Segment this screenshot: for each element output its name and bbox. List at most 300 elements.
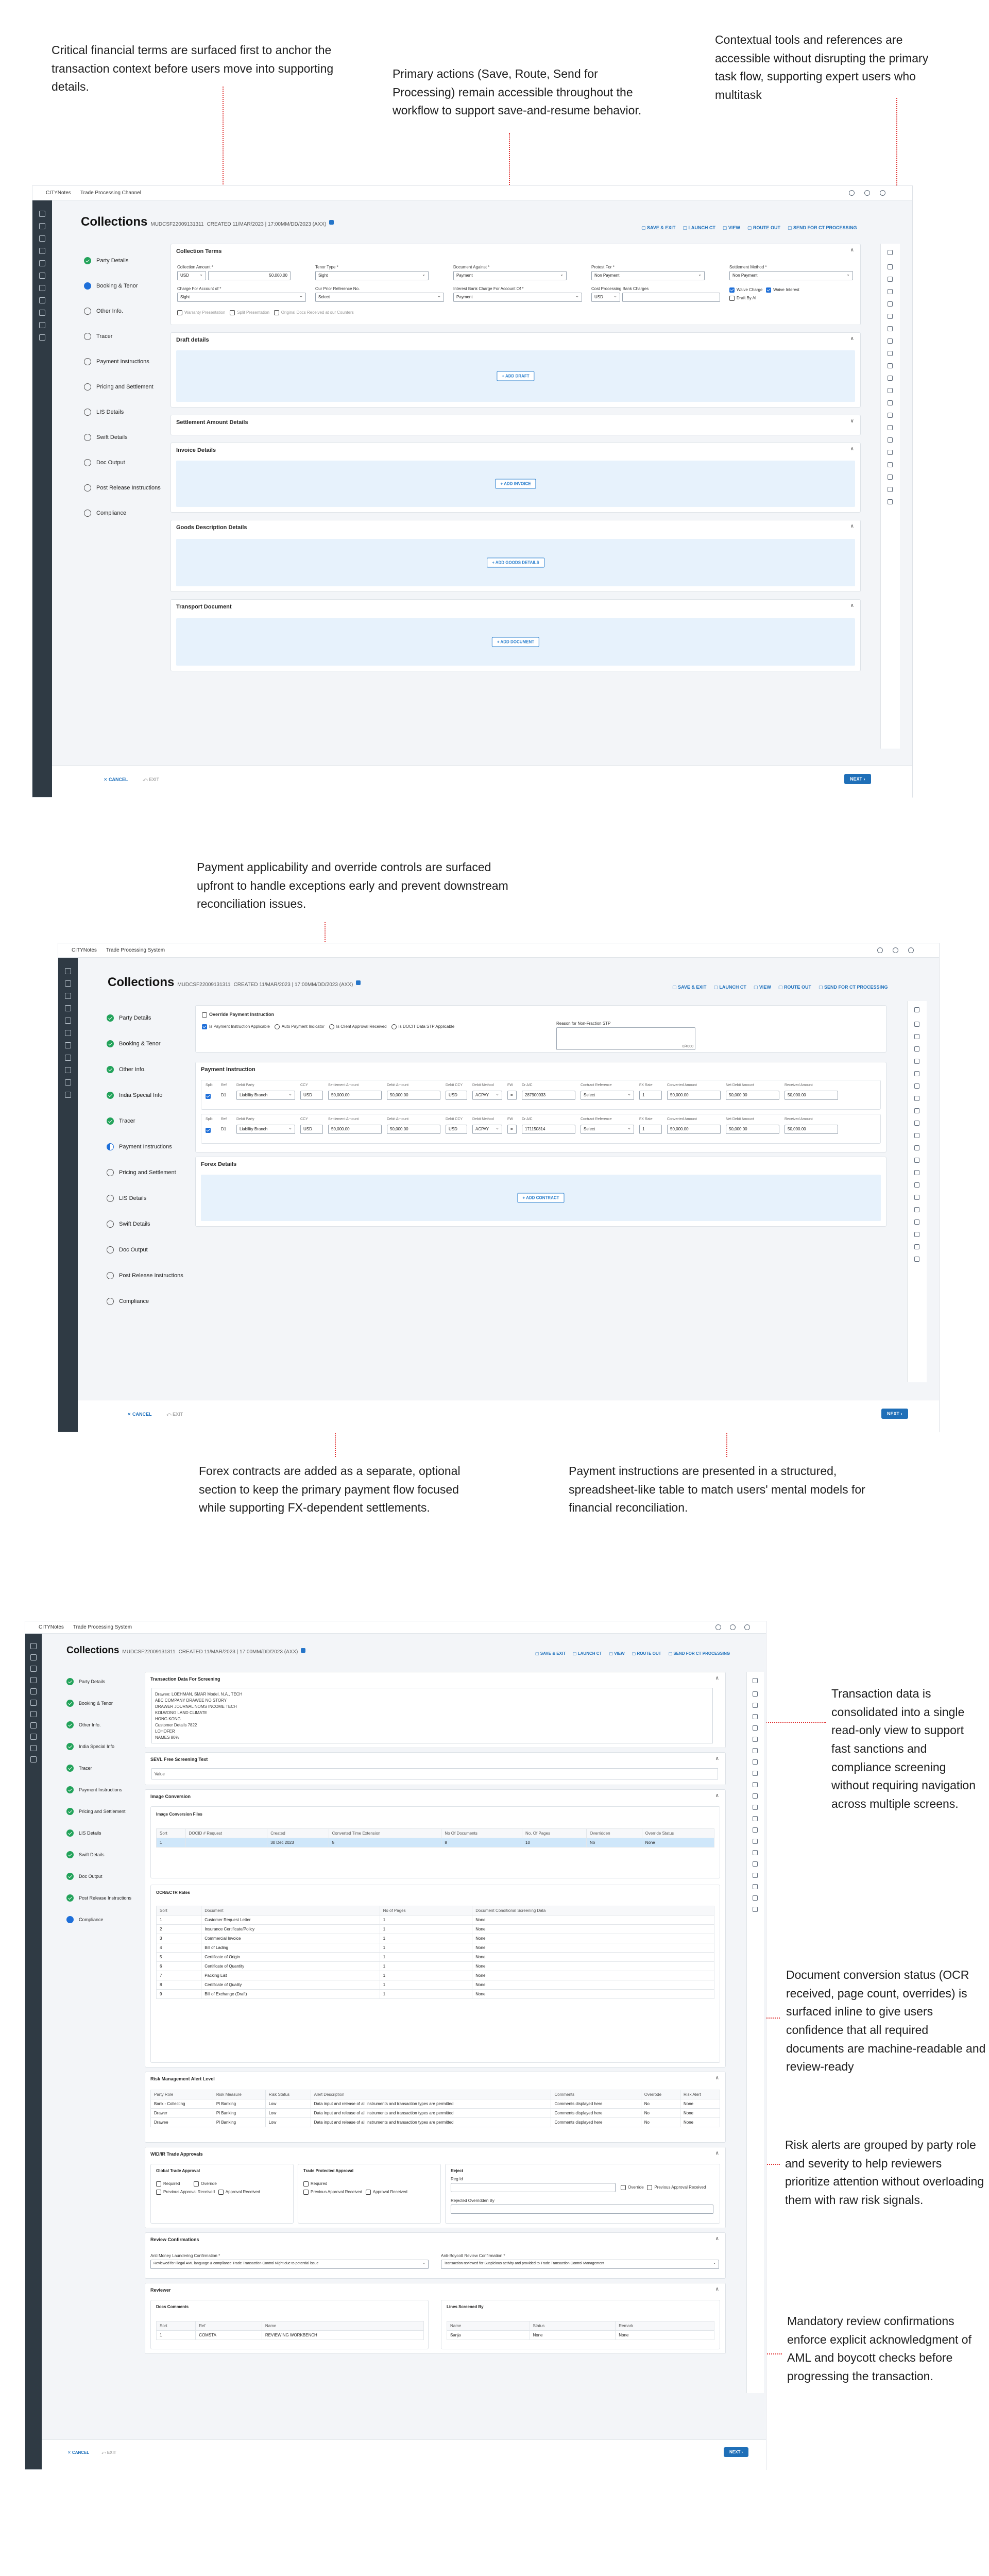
bell-icon[interactable] bbox=[730, 1624, 736, 1630]
user-icon[interactable] bbox=[744, 1624, 750, 1630]
flag-icon[interactable] bbox=[914, 1182, 919, 1188]
cell: None bbox=[680, 2099, 720, 2109]
step-other-info[interactable]: Other Info. bbox=[96, 308, 123, 314]
doc-icon[interactable] bbox=[30, 1666, 37, 1672]
cell: Low bbox=[265, 2109, 311, 2118]
cell: 5 bbox=[157, 1953, 201, 1962]
left-nav-rail bbox=[58, 958, 78, 1432]
save-exit-button[interactable]: ▢ SAVE & EXIT bbox=[641, 225, 675, 231]
cell: Bank - Collecting bbox=[151, 2099, 213, 2109]
search-icon[interactable] bbox=[914, 1022, 919, 1027]
cell-value[interactable]: 171150814 bbox=[522, 1125, 575, 1134]
link-icon[interactable] bbox=[914, 1083, 919, 1089]
column-header: DOCID # Request bbox=[185, 1829, 267, 1838]
calendar-icon[interactable] bbox=[753, 1725, 758, 1731]
folder-icon[interactable] bbox=[65, 1005, 71, 1011]
cell: Drawer bbox=[151, 2109, 213, 2118]
calendar-icon[interactable] bbox=[914, 1059, 919, 1064]
mail-icon[interactable] bbox=[888, 413, 893, 418]
settlement-card: Settlement Amount Details ∨ bbox=[170, 415, 861, 435]
edit-icon[interactable] bbox=[914, 1257, 919, 1262]
add-invoice-button[interactable]: + ADD INVOICE bbox=[495, 479, 536, 489]
annotation-terms: Critical financial terms are surfaced first to anchor the transaction context before users move into supporting details. bbox=[52, 43, 334, 94]
step-payment-instructions[interactable]: Payment Instructions bbox=[96, 359, 149, 365]
column-header: Settlement Amount bbox=[328, 1117, 359, 1121]
cell: Certificate of Quantity bbox=[201, 1962, 380, 1971]
refresh-icon[interactable] bbox=[914, 1133, 919, 1138]
search-icon[interactable] bbox=[753, 1691, 758, 1697]
presentation-options: Warranty Presentation Split Presentation Original Docs Received at our Counters bbox=[177, 310, 538, 315]
tag-icon[interactable] bbox=[753, 1884, 758, 1889]
cell-value[interactable]: 1 bbox=[639, 1125, 662, 1134]
search-icon[interactable] bbox=[715, 1624, 721, 1630]
cell: None bbox=[472, 1953, 714, 1962]
table-row[interactable] bbox=[157, 1838, 714, 1848]
cell bbox=[185, 1838, 267, 1848]
table-row[interactable] bbox=[151, 2099, 720, 2109]
home-icon[interactable] bbox=[65, 968, 71, 974]
cell: Certificate of Quality bbox=[201, 1980, 380, 1990]
refresh-icon[interactable] bbox=[888, 376, 893, 381]
help-icon[interactable] bbox=[39, 322, 45, 328]
cell: 1 bbox=[380, 1943, 472, 1953]
prior-reference-field: Our Prior Reference No. Select ⌄ bbox=[315, 286, 444, 291]
column-header: Split bbox=[206, 1117, 213, 1121]
info-icon[interactable] bbox=[753, 1873, 758, 1878]
cell: Pl Banking bbox=[213, 2109, 265, 2118]
table-row[interactable] bbox=[157, 1990, 714, 1999]
cell: 5 bbox=[329, 1838, 441, 1848]
reason-textarea[interactable] bbox=[556, 1027, 695, 1050]
table-row[interactable] bbox=[157, 1934, 714, 1943]
cell-value[interactable]: USD bbox=[446, 1125, 467, 1134]
check-icon[interactable] bbox=[914, 1244, 919, 1249]
cell: 1 bbox=[380, 1916, 472, 1925]
column-header: No Of Documents bbox=[441, 1829, 522, 1838]
override-checkbox[interactable] bbox=[202, 1012, 207, 1018]
chevron-down-icon[interactable]: ∨ bbox=[850, 418, 854, 424]
column-header: Override Status bbox=[642, 1829, 714, 1838]
bell-icon[interactable] bbox=[864, 190, 870, 196]
calendar-icon[interactable] bbox=[65, 1055, 71, 1061]
column-header: Debit CCY bbox=[446, 1117, 463, 1121]
note-icon[interactable] bbox=[888, 289, 893, 294]
step-booking-tenor[interactable]: Booking & Tenor bbox=[96, 283, 138, 289]
cell-value[interactable]: USD bbox=[446, 1091, 467, 1100]
cell-value[interactable]: ACPAY ⌄ bbox=[472, 1091, 502, 1100]
cell: Comments displayed here bbox=[551, 2099, 641, 2109]
payment-row[interactable] bbox=[201, 1080, 881, 1110]
edit-icon[interactable] bbox=[888, 499, 893, 504]
column-header: No. Of Pages bbox=[522, 1829, 587, 1838]
cell: 1 bbox=[380, 1934, 472, 1943]
cell: 1 bbox=[157, 1916, 201, 1925]
cell-value[interactable]: 50,000.00 bbox=[667, 1091, 721, 1100]
primary-actions: ▢ SAVE & EXIT ▢ LAUNCH CT ▢ VIEW ▢ ROUTE OUT ▢ SEND FOR CT PROCESSING bbox=[672, 985, 888, 990]
user-icon[interactable] bbox=[65, 1067, 71, 1073]
column-header: Debit Method bbox=[472, 1083, 494, 1087]
cell: Customer Request Letter bbox=[201, 1916, 380, 1925]
table-row[interactable] bbox=[151, 2109, 720, 2118]
star-icon[interactable] bbox=[753, 1850, 758, 1855]
calendar-icon[interactable] bbox=[30, 1722, 37, 1728]
column-header: FW bbox=[507, 1117, 513, 1121]
star-icon[interactable] bbox=[888, 437, 893, 443]
star-icon[interactable] bbox=[914, 1195, 919, 1200]
add-draft-button[interactable]: + ADD DRAFT bbox=[497, 371, 534, 381]
cell-value[interactable]: USD bbox=[300, 1125, 323, 1134]
draft-by-ai-checkbox[interactable] bbox=[729, 296, 735, 301]
column-header: Party Role bbox=[151, 2090, 213, 2099]
calculator-icon[interactable] bbox=[914, 1034, 919, 1039]
table-row[interactable] bbox=[157, 1953, 714, 1962]
column-header: Alert Description bbox=[311, 2090, 551, 2099]
page-title: Collections MUDCSF22009131311 CREATED 11/MAR/2023 | 17:00MM/DD/2023 (AXX) bbox=[108, 975, 361, 990]
calendar-icon[interactable] bbox=[39, 297, 45, 303]
column-header: Settlement Amount bbox=[328, 1083, 359, 1087]
cell-value[interactable]: = bbox=[507, 1091, 517, 1100]
gear-icon[interactable] bbox=[39, 334, 45, 341]
cell-value[interactable]: 50,000.00 bbox=[785, 1125, 838, 1134]
cell: 7 bbox=[157, 1971, 201, 1980]
cell: 1 bbox=[157, 1838, 186, 1848]
step-doc-output[interactable]: Doc Output bbox=[96, 460, 125, 466]
chevron-up-icon[interactable]: ∧ bbox=[715, 1675, 719, 1681]
list-icon[interactable] bbox=[65, 980, 71, 987]
collapse-icon[interactable] bbox=[888, 250, 893, 255]
column-header: Risk Measure bbox=[213, 2090, 265, 2099]
route-out-button[interactable]: ▢ ROUTE OUT bbox=[747, 225, 780, 231]
cell-value[interactable]: 50,000.00 bbox=[387, 1125, 440, 1134]
chevron-up-icon[interactable]: ∧ bbox=[850, 247, 854, 253]
chevron-up-icon[interactable]: ∧ bbox=[715, 2236, 719, 2242]
home-icon[interactable] bbox=[30, 1643, 37, 1649]
info-icon[interactable] bbox=[914, 1219, 919, 1225]
add-document-button[interactable]: + ADD DOCUMENT bbox=[492, 637, 539, 647]
bottom-bar: ✕ CANCEL ⤺ EXIT NEXT › bbox=[42, 2439, 766, 2470]
chevron-up-icon[interactable]: ∧ bbox=[850, 523, 854, 529]
grid-icon[interactable] bbox=[39, 285, 45, 291]
cell: 30 Dec 2023 bbox=[267, 1838, 329, 1848]
annotation-override: Payment applicability and override controls are surfaced upfront to handle exceptions early and prevent downstream reconciliation issues. bbox=[197, 860, 508, 911]
protest-for-field: Protest For * Non Payment ⌄ bbox=[591, 265, 705, 269]
screen-compliance bbox=[25, 1621, 766, 2470]
home-icon[interactable] bbox=[39, 211, 45, 217]
check-icon[interactable] bbox=[753, 1895, 758, 1901]
help-icon[interactable] bbox=[30, 1745, 37, 1751]
cell: 1 bbox=[380, 1980, 472, 1990]
search-icon[interactable] bbox=[888, 264, 893, 269]
step-lis-details[interactable]: LIS Details bbox=[96, 409, 124, 415]
context-tool-rail bbox=[907, 1001, 927, 1382]
waive-charge-checkbox[interactable] bbox=[729, 287, 735, 293]
lock-icon[interactable] bbox=[914, 1207, 919, 1212]
ocr-table bbox=[156, 1906, 714, 1999]
step-compliance[interactable]: Compliance bbox=[96, 510, 127, 516]
user-icon[interactable] bbox=[39, 310, 45, 316]
ccy-select[interactable]: USD ⌄ bbox=[177, 271, 206, 280]
column-header: Comments bbox=[551, 2090, 641, 2099]
cell: None bbox=[472, 1980, 714, 1990]
history-icon[interactable] bbox=[914, 1096, 919, 1101]
edit-icon[interactable] bbox=[753, 1907, 758, 1912]
column-header: Split bbox=[206, 1083, 213, 1087]
lines-screened-table: Name Status Remark Sanja None None bbox=[447, 2321, 714, 2340]
attach-icon[interactable] bbox=[753, 1816, 758, 1821]
step-swift-details[interactable]: Swift Details bbox=[96, 434, 128, 440]
table-row[interactable] bbox=[157, 1943, 714, 1953]
annotation-actions: Primary actions (Save, Route, Send for Processing) remain accessible throughout the workflow to support save-and-resume behavior. bbox=[393, 67, 642, 117]
attach-icon[interactable] bbox=[914, 1158, 919, 1163]
cell-value[interactable]: 1 bbox=[639, 1091, 662, 1100]
add-goods-button[interactable]: + ADD GOODS DETAILS bbox=[487, 558, 544, 568]
launch-ct-button[interactable]: ▢ LAUNCH CT bbox=[683, 225, 715, 231]
override-card: Override Payment Instruction Is Payment Instruction Applicable Auto Payment Indicator Is Client Approval Received Is DOCIT Data STP Applicable Reason for Non-Fraction STP 0/4000 bbox=[195, 1005, 886, 1053]
tag-icon[interactable] bbox=[914, 1232, 919, 1237]
cell: None bbox=[642, 1838, 714, 1848]
step-party-details[interactable]: Party Details bbox=[96, 258, 129, 264]
exit-button[interactable]: ⤺ EXIT bbox=[143, 777, 160, 782]
chevron-up-icon[interactable]: ∧ bbox=[850, 446, 854, 452]
step-post-release[interactable]: Post Release Instructions bbox=[96, 485, 161, 491]
chart-icon[interactable] bbox=[888, 363, 893, 368]
chart-icon[interactable] bbox=[753, 1782, 758, 1787]
table-row[interactable] bbox=[157, 1971, 714, 1980]
cell-value[interactable]: USD bbox=[300, 1091, 323, 1100]
pi-applicable-checkbox[interactable] bbox=[202, 1024, 207, 1029]
search-icon[interactable] bbox=[849, 190, 855, 196]
cell: 1 bbox=[380, 1990, 472, 1999]
payment-row[interactable] bbox=[201, 1114, 881, 1144]
transaction-data-card: Transaction Data For Screening ∧ Drawee: LOEHMAN, SMAR Model, N.A., TECH ABC COMPANY DRAWEE NO STORY DRAWER JOURNAL NOMS INCOME TECH KOLWONG LAND CLIMATE HONG KONG Customer Details 7822 LOHOFER NAMES 80% bbox=[145, 1672, 726, 1748]
table-row[interactable] bbox=[157, 1962, 714, 1971]
link-icon[interactable] bbox=[753, 1748, 758, 1753]
page-title: Collections MUDCSF22009131311 CREATED 11/MAR/2023 | 17:00MM/DD/2023 (AXX) bbox=[66, 1645, 305, 1656]
swift-screening-card: SEVL Free Screening Text ∧ Value bbox=[145, 1752, 726, 1785]
check-icon[interactable] bbox=[888, 487, 893, 492]
user-icon[interactable] bbox=[914, 1145, 919, 1150]
left-nav-rail bbox=[32, 200, 52, 797]
annotation-doc: Document conversion status (OCR received, page count, overrides) is surfaced inline to give users confidence that all required documents are machine-readable and review-ready bbox=[786, 1968, 986, 2074]
cell: 8 bbox=[441, 1838, 522, 1848]
primary-actions: ▢ SAVE & EXIT ▢ LAUNCH CT ▢ VIEW ▢ ROUTE OUT ▢ SEND FOR CT PROCESSING bbox=[535, 1651, 730, 1656]
boycott-confirmation-field: Anti-Boycott Review Confirmation * Transaction reviewed for Suspicious activity and provided to Trade Transaction Control Management ⌄ bbox=[441, 2253, 719, 2258]
cell-value[interactable]: 50,000.00 bbox=[387, 1091, 440, 1100]
cell: Bill of Exchange (Draft) bbox=[201, 1990, 380, 1999]
column-header: Overrode bbox=[641, 2090, 680, 2099]
mail-icon[interactable] bbox=[65, 1030, 71, 1036]
folder-icon[interactable] bbox=[888, 314, 893, 319]
column-header: Debit Party bbox=[236, 1083, 254, 1087]
gear-icon[interactable] bbox=[65, 1092, 71, 1098]
cell-value[interactable]: Liability Branch ⌄ bbox=[236, 1091, 295, 1100]
flag-icon[interactable] bbox=[888, 425, 893, 430]
chevron-up-icon[interactable]: ∧ bbox=[715, 1756, 719, 1761]
cell-value[interactable]: 50,000.00 bbox=[328, 1091, 382, 1100]
cell: Data input and release of all instruments and transaction types are permitted bbox=[311, 2099, 551, 2109]
cell: Low bbox=[265, 2118, 311, 2127]
calculator-icon[interactable] bbox=[888, 277, 893, 282]
chevron-up-icon[interactable]: ∧ bbox=[850, 336, 854, 342]
ref-value: D1 bbox=[221, 1127, 227, 1131]
collection-terms-card bbox=[170, 244, 861, 325]
user-icon[interactable] bbox=[753, 1805, 758, 1810]
column-header: Net Debit Amount bbox=[726, 1117, 754, 1121]
note-icon[interactable] bbox=[753, 1714, 758, 1719]
cell: No bbox=[641, 2109, 680, 2118]
chevron-up-icon[interactable]: ∧ bbox=[715, 2286, 719, 2292]
cell: Packing List bbox=[201, 1971, 380, 1980]
waive-interest-checkbox[interactable] bbox=[766, 287, 771, 293]
history-icon[interactable] bbox=[888, 338, 893, 344]
review-confirmations-card: Review Confirmations ∧ Anti Money Laundering Confirmation * Reviewed for Illegal AML language & compliance Trade Transaction Control Night due to potential issue ⌄ Anti-Boycott Review Confirmation * Transaction reviewed for Suspicious activity and provided to Trade Transaction Control Management ⌄ bbox=[145, 2232, 726, 2279]
folder-icon[interactable] bbox=[30, 1677, 37, 1683]
cell-value[interactable]: 50,000.00 bbox=[785, 1091, 838, 1100]
chevron-up-icon[interactable]: ∧ bbox=[715, 2075, 719, 2081]
image-files-table bbox=[156, 1828, 714, 1848]
tag-icon[interactable] bbox=[888, 474, 893, 480]
gear-icon[interactable] bbox=[30, 1756, 37, 1762]
annotation-tools: Contextual tools and references are accessible without disrupting the primary task flow, supporting expert users who multitask bbox=[715, 33, 929, 101]
cell: Comments displayed here bbox=[551, 2109, 641, 2118]
printer-icon[interactable] bbox=[914, 1108, 919, 1113]
list-icon[interactable] bbox=[39, 223, 45, 229]
cell-value[interactable]: = bbox=[507, 1125, 517, 1134]
user-icon[interactable] bbox=[30, 1734, 37, 1740]
lock-icon[interactable] bbox=[753, 1861, 758, 1867]
user-icon[interactable] bbox=[908, 947, 914, 953]
column-header: Converted Amount bbox=[667, 1083, 697, 1087]
next-button[interactable]: NEXT › bbox=[844, 774, 871, 784]
annotation-review: Mandatory review confirmations enforce explicit acknowledgment of AML and boycott checks before progressing the transaction. bbox=[787, 2314, 971, 2383]
top-bar bbox=[32, 186, 912, 200]
folder-icon[interactable] bbox=[753, 1737, 758, 1742]
cell-value[interactable]: Select ⌄ bbox=[581, 1125, 634, 1134]
cancel-button[interactable]: ✕ CANCEL bbox=[104, 777, 128, 782]
flag-icon[interactable] bbox=[753, 1839, 758, 1844]
split-checkbox[interactable] bbox=[206, 1094, 211, 1099]
folder-icon[interactable] bbox=[39, 248, 45, 254]
link-icon[interactable] bbox=[888, 326, 893, 331]
collapse-icon[interactable] bbox=[753, 1678, 758, 1683]
cell: 1 bbox=[380, 1971, 472, 1980]
doc-icon[interactable] bbox=[65, 993, 71, 999]
draft-card: Draft details ∧ + ADD DRAFT bbox=[170, 332, 861, 408]
cell-value[interactable]: ACPAY ⌄ bbox=[472, 1125, 502, 1134]
grid-icon[interactable] bbox=[65, 1042, 71, 1048]
mail-icon[interactable] bbox=[39, 273, 45, 279]
cell-value[interactable]: 50,000.00 bbox=[667, 1125, 721, 1134]
history-icon[interactable] bbox=[753, 1759, 758, 1765]
cell: None bbox=[472, 1943, 714, 1953]
cell-value[interactable]: Select ⌄ bbox=[581, 1091, 634, 1100]
step-tracer[interactable]: Tracer bbox=[96, 333, 113, 340]
table-row[interactable] bbox=[157, 1925, 714, 1934]
column-header: FX Rate bbox=[639, 1117, 653, 1121]
calendar-icon[interactable] bbox=[888, 301, 893, 307]
table-row[interactable] bbox=[151, 2118, 720, 2127]
attach-icon[interactable] bbox=[888, 400, 893, 405]
refresh-icon[interactable] bbox=[753, 1793, 758, 1799]
chart-icon[interactable] bbox=[39, 260, 45, 266]
table-row[interactable]: Sanja None None bbox=[447, 2331, 714, 2340]
column-header: Received Amount bbox=[785, 1117, 813, 1121]
view-button[interactable]: ▢ VIEW bbox=[723, 225, 740, 231]
chevron-up-icon[interactable]: ∧ bbox=[715, 1793, 719, 1799]
cell: Commercial Invoice bbox=[201, 1934, 380, 1943]
system-name: Trade Processing Channel bbox=[80, 190, 141, 196]
split-checkbox[interactable] bbox=[206, 1128, 211, 1133]
primary-actions bbox=[641, 225, 857, 231]
stepper: Party Details Booking & Tenor Other Info. India Special Info Tracer Payment Instructions Pricing and Settlement LIS Details Swift Details Doc Output Post Release Instructions Compliance bbox=[107, 1014, 194, 1324]
printer-icon[interactable] bbox=[753, 1771, 758, 1776]
column-header: Risk Status bbox=[265, 2090, 311, 2099]
step-pricing-settlement[interactable]: Pricing and Settlement bbox=[96, 384, 154, 390]
trade-approvals-card: WID/IR Trade Approvals ∧ Global Trade Approval Required Override Previous Approval Received Approval Received Trade Protected Approval Required Previous Approval Received Approval Received Reject Reg Id Override Previous Approval Received Rejected Overridden By bbox=[145, 2147, 726, 2228]
lock-icon[interactable] bbox=[888, 450, 893, 455]
cell-value[interactable]: 50,000.00 bbox=[726, 1091, 779, 1100]
table-row[interactable] bbox=[157, 1980, 714, 1990]
mail-icon[interactable] bbox=[753, 1827, 758, 1833]
column-header: Contract Reference bbox=[581, 1117, 612, 1121]
goods-card: Goods Description Details ∧ + ADD GOODS DETAILS bbox=[170, 520, 861, 592]
chart-icon[interactable] bbox=[65, 1018, 71, 1024]
table-row[interactable]: 1 COMSTA REVIEWING WORKBENCH bbox=[157, 2331, 424, 2340]
chevron-up-icon[interactable]: ∧ bbox=[715, 2150, 719, 2156]
table-row[interactable] bbox=[157, 1916, 714, 1925]
cell: Bill of Lading bbox=[201, 1943, 380, 1953]
collapse-icon[interactable] bbox=[914, 1007, 919, 1012]
note-icon[interactable] bbox=[914, 1046, 919, 1052]
mail-icon[interactable] bbox=[914, 1170, 919, 1175]
chart-icon[interactable] bbox=[30, 1688, 37, 1694]
column-header: Contract Reference bbox=[581, 1083, 612, 1087]
help-icon[interactable] bbox=[65, 1079, 71, 1086]
chart-icon[interactable] bbox=[914, 1121, 919, 1126]
search-icon[interactable] bbox=[877, 947, 883, 953]
info-icon[interactable] bbox=[888, 462, 893, 467]
list-icon[interactable] bbox=[30, 1654, 37, 1660]
transaction-text: Drawee: LOEHMAN, SMAR Model, N.A., TECH ABC COMPANY DRAWEE NO STORY DRAWER JOURNAL NOMS INCOME TECH KOLWONG LAND CLIMATE HONG KONG Customer Details 7822 LOHOFER NAMES 80% bbox=[151, 1688, 713, 1743]
mail-icon[interactable] bbox=[30, 1700, 37, 1706]
printer-icon[interactable] bbox=[888, 351, 893, 356]
bell-icon[interactable] bbox=[893, 947, 898, 953]
amount-input[interactable]: 50,000.00 bbox=[208, 271, 291, 280]
grid-icon[interactable] bbox=[30, 1711, 37, 1717]
cell: 9 bbox=[157, 1990, 201, 1999]
tenor-type-field: Tenor Type * Sight ⌄ bbox=[315, 265, 429, 269]
reviewer-card: Reviewer ∧ Docs Comments Sort Ref Name 1 COMSTA REVIEWING WORKBENCH Lines Screened By Name Status Remark Sanja None None bbox=[145, 2283, 726, 2354]
cell-value[interactable]: 50,000.00 bbox=[328, 1125, 382, 1134]
user-icon[interactable] bbox=[888, 388, 893, 393]
send-processing-button[interactable]: ▢ SEND FOR CT PROCESSING bbox=[788, 225, 857, 231]
cell-value[interactable]: Liability Branch ⌄ bbox=[236, 1125, 295, 1134]
payment-instruction-card: Payment Instruction Split Ref D1 Debit Party Liability Branch ⌄ CCY USD Settlement Amount 50,000.00 Debit Amount 50,000.00 Debit CCY USD Debit Method ACPAY ⌄ FW = Dr A/C 287900933 Contract Reference Select ⌄ FX Rate 1 Converted Amount 50,000.00 Net Debit Amount 50,000.00 Received Amount 50,000.00 Split Ref D1 Debit Party Liability Branch ⌄ CCY USD Settlement Amount 50,000.00 Debit Amount 50,000.00 Debit CCY USD Debit Method ACPAY ⌄ FW = Dr A/C 171150814 Contract Reference Select ⌄ FX Rate 1 Converted Amount 50,000.00 Net Debit Amount 50,000.00 Received Amount 50,000.00 bbox=[195, 1062, 886, 1153]
folder-icon[interactable] bbox=[914, 1071, 919, 1076]
cell-value[interactable]: 287900933 bbox=[522, 1091, 575, 1100]
document-against-field: Document Against * Payment ⌄ bbox=[453, 265, 567, 269]
calculator-icon[interactable] bbox=[753, 1703, 758, 1708]
interest-charge-field: Interest Bank Charge For Account Of * Payment ⌄ bbox=[453, 286, 582, 291]
context-tool-rail bbox=[880, 244, 900, 749]
chevron-up-icon[interactable]: ∧ bbox=[850, 603, 854, 608]
cell: No bbox=[641, 2099, 680, 2109]
doc-icon[interactable] bbox=[39, 235, 45, 242]
cell-value[interactable]: 50,000.00 bbox=[726, 1125, 779, 1134]
user-icon[interactable] bbox=[880, 190, 885, 196]
add-contract-button[interactable]: + ADD CONTRACT bbox=[517, 1193, 564, 1203]
cell: Drawee bbox=[151, 2118, 213, 2127]
